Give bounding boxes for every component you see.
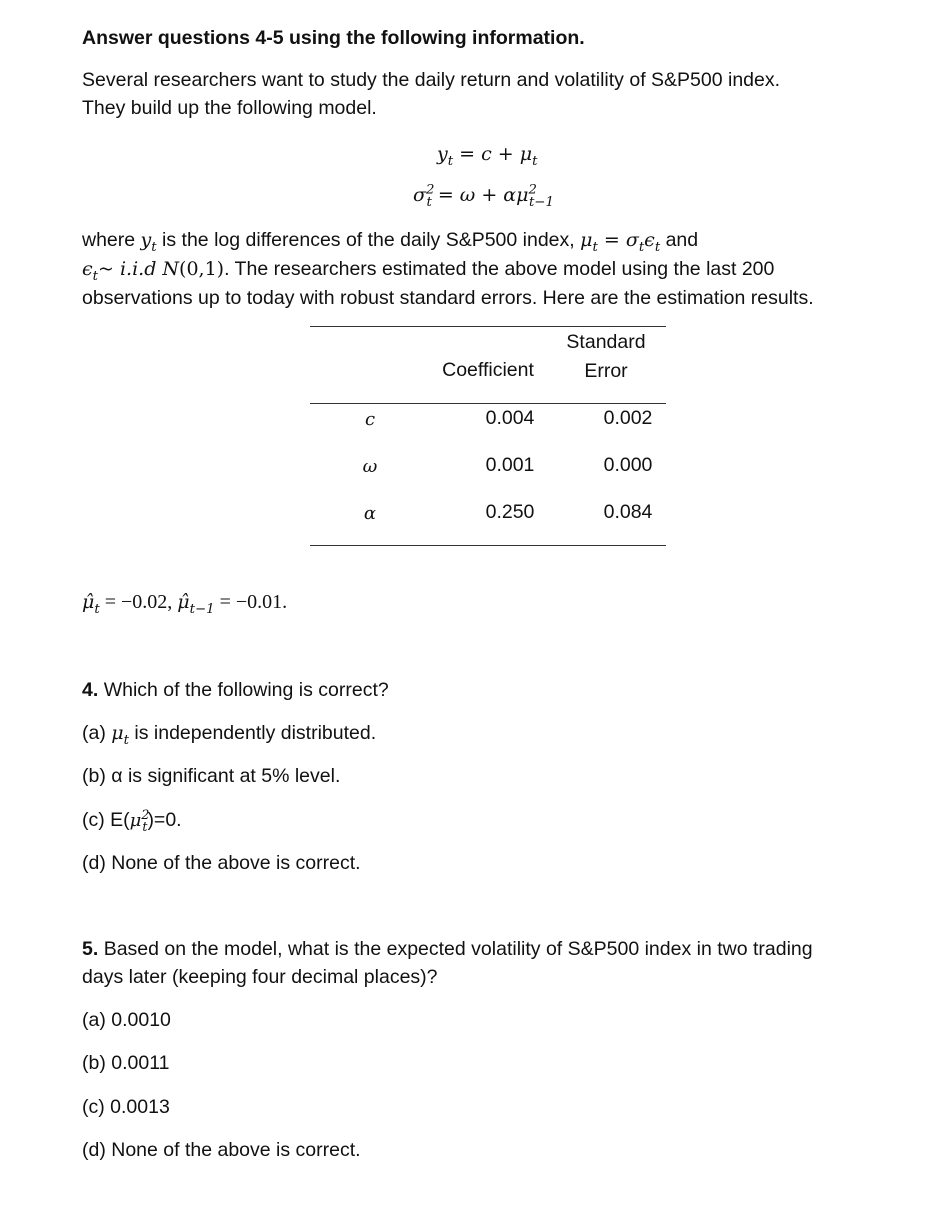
- table-row-param: ω: [362, 456, 378, 477]
- variance-equation: $\sigma^2_t = \omega + \alpha\mu^2_{t-1}$: [413, 182, 554, 210]
- section-heading: Answer questions 4-5 using the following information.: [82, 27, 585, 49]
- q5-option-d: (d) None of the above is correct.: [82, 1139, 361, 1161]
- table-row-coef: 0.250: [485, 501, 535, 523]
- where-line-3: observations up to today with robust standard errors. Here are the estimation results.: [82, 287, 814, 309]
- q4-question: 4. Which of the following is correct?: [82, 679, 389, 701]
- table-row-coef: 0.004: [485, 407, 535, 429]
- intro-line-2: They build up the following model.: [82, 97, 377, 119]
- table-bottom-rule: [310, 545, 666, 546]
- q4-option-c: (c) $E(\mu^2_t)=0$.: [82, 807, 182, 834]
- table-header-se-1: Standard: [566, 331, 646, 353]
- table-row-se: 0.000: [603, 454, 653, 476]
- table-row-param: c: [364, 409, 376, 430]
- q5-option-c: (c) 0.0013: [82, 1096, 170, 1118]
- table-row-se: 0.002: [603, 407, 653, 429]
- table-row-param: α: [363, 503, 377, 524]
- residuals-line: $\mû_t = -0.02$, $\mû_{t-1} = -0.01$.: [82, 591, 288, 617]
- q5-question-line-2: days later (keeping four decimal places)?: [82, 966, 438, 988]
- table-header-se-2: Error: [584, 360, 628, 382]
- q4-option-b: (b) α is significant at 5% level.: [82, 765, 341, 787]
- table-header-coefficient: Coefficient: [442, 359, 534, 381]
- q4-option-a: (a) $\mu_t$ is independently distributed.: [82, 722, 377, 748]
- where-line-2: $\epsilon_t\sim$ i.i.d N(0,1). The researchers estimated the above model using the last 200: [82, 258, 775, 284]
- q5-question-line-1: 5. Based on the model, what is the expected volatility of S&P500 index in two trading: [82, 938, 813, 960]
- intro-line-1: Several researchers want to study the daily return and volatility of S&P500 index.: [82, 69, 781, 91]
- table-row-se: 0.084: [603, 501, 653, 523]
- where-line-1: where $y_t$ is the log differences of the daily S&P500 index, $\mu_t = \sigma_t\epsilon_t$ and: [82, 229, 699, 255]
- mean-equation: $y_t = c + \mu_t$: [437, 143, 538, 169]
- table-row-coef: 0.001: [485, 454, 535, 476]
- q4-option-d: (d) None of the above is correct.: [82, 852, 361, 874]
- table-top-rule: [310, 326, 666, 327]
- q5-option-b: (b) 0.0011: [82, 1052, 170, 1074]
- table-header-rule: [310, 403, 666, 404]
- q5-option-a: (a) 0.0010: [82, 1009, 171, 1031]
